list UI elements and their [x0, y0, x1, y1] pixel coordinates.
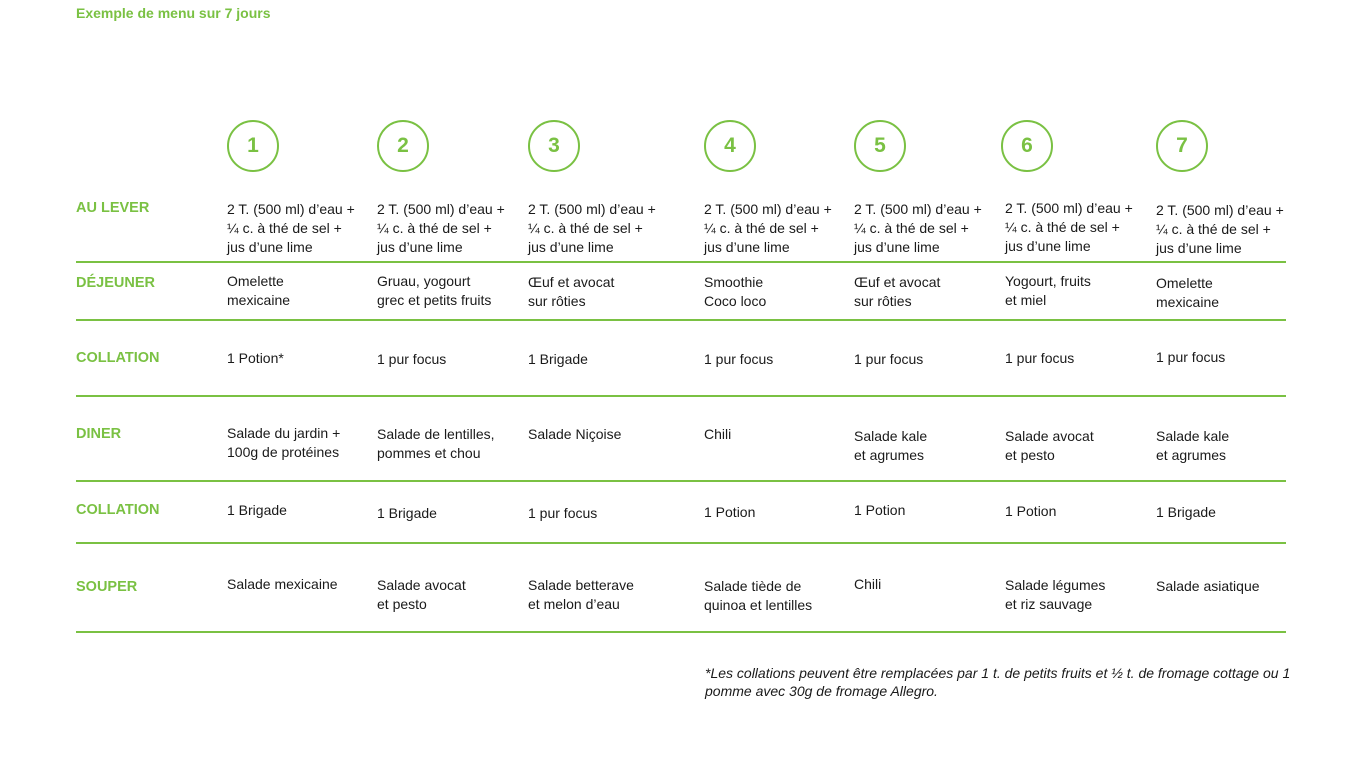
menu-cell: 1 Brigade	[227, 502, 287, 518]
menu-cell: Salade kale et agrumes	[854, 428, 928, 463]
menu-cell: 2 T. (500 ml) d’eau + ¼ c. à thé de sel + jus d’une lime	[227, 201, 355, 255]
row-label-souper: SOUPER	[76, 579, 138, 595]
menu-cell: Chili	[854, 576, 882, 592]
row-divider	[76, 542, 1286, 544]
menu-cell: Salade avocat et pesto	[377, 577, 466, 612]
menu-cell: Salade de lentilles, pommes et chou	[377, 426, 495, 461]
menu-cell: Salade tiède de quinoa et lentilles	[704, 578, 813, 613]
menu-cell: Omelette mexicaine	[1156, 275, 1220, 310]
menu-cell: 1 Brigade	[1156, 504, 1216, 520]
menu-cell: Salade avocat et pesto	[1005, 428, 1094, 463]
row-divider	[76, 480, 1286, 482]
menu-cell: Salade légumes et riz sauvage	[1005, 577, 1106, 612]
row-divider	[76, 631, 1286, 633]
menu-cell: 2 T. (500 ml) d’eau + ¼ c. à thé de sel + jus d’une lime	[1005, 200, 1133, 254]
menu-cell: Œuf et avocat sur rôties	[854, 274, 941, 309]
menu-cell: 1 pur focus	[377, 351, 447, 367]
day-6-badge: 6	[1001, 120, 1053, 172]
row-divider	[76, 261, 1286, 263]
menu-cell: 1 Potion	[704, 504, 756, 520]
row-divider	[76, 395, 1286, 397]
menu-cell: Gruau, yogourt grec et petits fruits	[377, 273, 492, 308]
menu-cell: 1 Potion	[1005, 503, 1057, 519]
menu-cell: Salade asiatique	[1156, 578, 1260, 594]
menu-cell: Chili	[704, 426, 732, 442]
day-1-badge: 1	[227, 120, 279, 172]
menu-cell: 2 T. (500 ml) d’eau + ¼ c. à thé de sel + jus d’une lime	[854, 201, 982, 255]
menu-cell: Salade mexicaine	[227, 576, 338, 592]
menu-cell: 1 pur focus	[1156, 349, 1226, 365]
menu-cell: 1 Potion	[854, 502, 906, 518]
menu-cell: 2 T. (500 ml) d’eau + ¼ c. à thé de sel + jus d’une lime	[1156, 202, 1284, 256]
menu-cell: Omelette mexicaine	[227, 273, 291, 308]
menu-cell: Salade betterave et melon d’eau	[528, 577, 634, 612]
menu-cell: 1 pur focus	[704, 351, 774, 367]
menu-cell: 1 pur focus	[854, 351, 924, 367]
menu-cell: 2 T. (500 ml) d’eau + ¼ c. à thé de sel + jus d’une lime	[704, 201, 832, 255]
day-5-badge: 5	[854, 120, 906, 172]
menu-cell: Salade du jardin + 100g de protéines	[227, 425, 341, 460]
row-label-dejeuner: DÉJEUNER	[76, 275, 155, 291]
menu-cell: 1 Brigade	[528, 351, 588, 367]
row-label-au-lever: AU LEVER	[76, 200, 150, 216]
day-3-badge: 3	[528, 120, 580, 172]
row-label-collation: COLLATION	[76, 502, 160, 518]
row-label-collation: COLLATION	[76, 350, 160, 366]
day-7-badge: 7	[1156, 120, 1208, 172]
row-label-diner: DINER	[76, 426, 122, 442]
menu-cell: Salade kale et agrumes	[1156, 428, 1230, 463]
menu-cell: 2 T. (500 ml) d’eau + ¼ c. à thé de sel + jus d’une lime	[377, 201, 505, 255]
day-4-badge: 4	[704, 120, 756, 172]
day-2-badge: 2	[377, 120, 429, 172]
menu-cell: 1 pur focus	[528, 505, 598, 521]
page-title: Exemple de menu sur 7 jours	[76, 5, 271, 21]
menu-cell: Smoothie Coco loco	[704, 274, 767, 309]
menu-cell: Yogourt, fruits et miel	[1005, 273, 1091, 308]
row-divider	[76, 319, 1286, 321]
menu-cell: 1 Brigade	[377, 505, 437, 521]
footnote: *Les collations peuvent être remplacées par 1 t. de petits fruits et ½ t. de fromage cottage ou 1 pomme avec 30g de fromage Allegro.	[705, 665, 1291, 699]
menu-cell: 1 pur focus	[1005, 350, 1075, 366]
menu-cell: Salade Niçoise	[528, 426, 622, 442]
menu-cell: Œuf et avocat sur rôties	[528, 274, 615, 309]
menu-cell: 1 Potion*	[227, 350, 284, 366]
menu-cell: 2 T. (500 ml) d’eau + ¼ c. à thé de sel + jus d’une lime	[528, 201, 656, 255]
